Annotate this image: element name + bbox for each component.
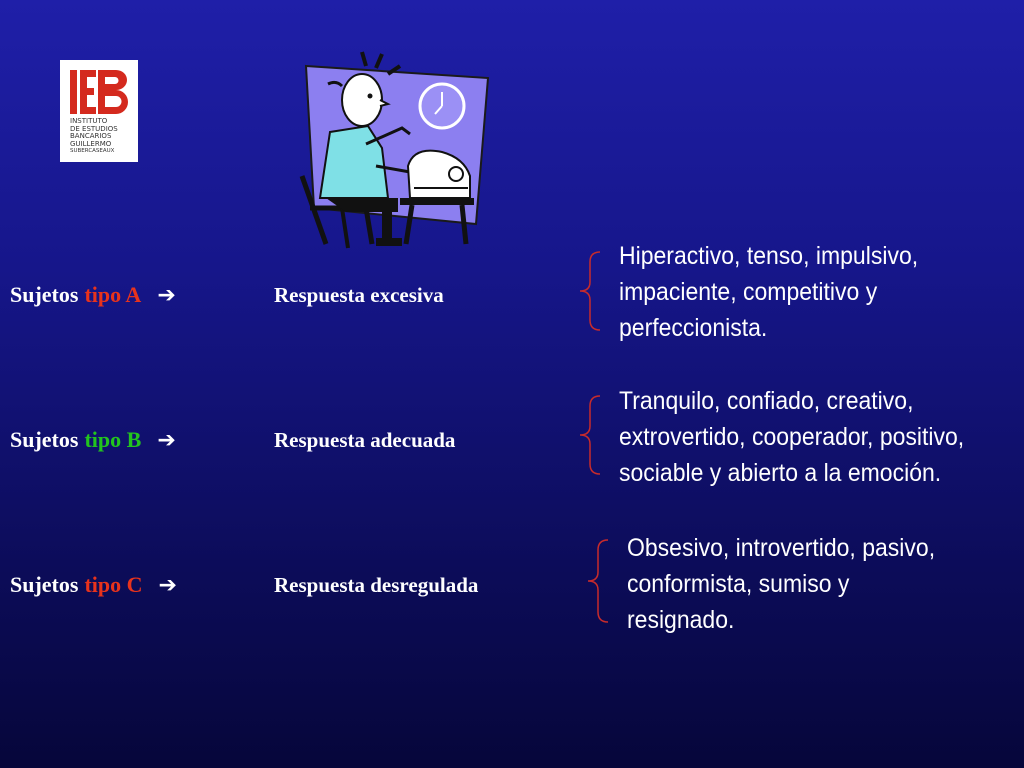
row-c-response: Respuesta desregulada	[274, 573, 479, 597]
row-b-label	[10, 427, 176, 453]
row-c-description	[627, 530, 1013, 638]
arrow-right-icon: ➔	[157, 428, 176, 453]
row-b-tipo: tipo B	[84, 427, 142, 452]
row-c-desc-line: Obsesivo, introvertido, pasivo,	[627, 534, 936, 562]
row-b-response: Respuesta adecuada	[274, 428, 456, 452]
row-c-label	[10, 572, 177, 598]
logo-line: INSTITUTO	[70, 117, 108, 125]
ieb-logo	[60, 60, 138, 162]
row-a-tipo: tipo A	[84, 282, 142, 307]
row-a-prefix: Sujetos	[10, 282, 79, 307]
row-a-label	[10, 282, 176, 308]
row-b-desc-line: sociable y abierto a la emoción.	[619, 459, 942, 487]
arrow-right-icon: ➔	[158, 573, 177, 598]
row-a-desc-line: perfeccionista.	[619, 314, 768, 342]
row-c-brace-icon	[584, 538, 612, 624]
row-c-desc-line: conformista, sumiso y	[627, 570, 850, 598]
logo-line: DE ESTUDIOS	[70, 124, 118, 133]
arrow-right-icon: ➔	[157, 283, 176, 308]
row-b-desc-line: Tranquilo, confiado, creativo,	[619, 387, 914, 415]
logo-line: BANCARIOS	[70, 132, 112, 141]
row-a-description	[619, 238, 1005, 346]
logo-line: SUBERCASEAUX	[70, 148, 115, 155]
row-b-brace-icon	[576, 394, 604, 476]
row-b-prefix: Sujetos	[10, 427, 79, 452]
row-b-desc-line: extrovertido, cooperador, positivo,	[619, 423, 965, 451]
row-a-desc-line: Hiperactivo, tenso, impulsivo,	[619, 242, 919, 270]
row-a-response: Respuesta excesiva	[274, 283, 444, 307]
row-c-tipo: tipo C	[84, 572, 143, 597]
stressed-man-at-typewriter-icon	[296, 48, 492, 250]
row-a-brace-icon	[576, 250, 604, 332]
row-c-desc-line: resignado.	[627, 606, 735, 634]
row-a-desc-line: impaciente, competitivo y	[619, 278, 878, 306]
logo-line: GUILLERMO	[70, 139, 112, 148]
row-b-description	[619, 383, 1005, 491]
row-c-prefix: Sujetos	[10, 572, 79, 597]
